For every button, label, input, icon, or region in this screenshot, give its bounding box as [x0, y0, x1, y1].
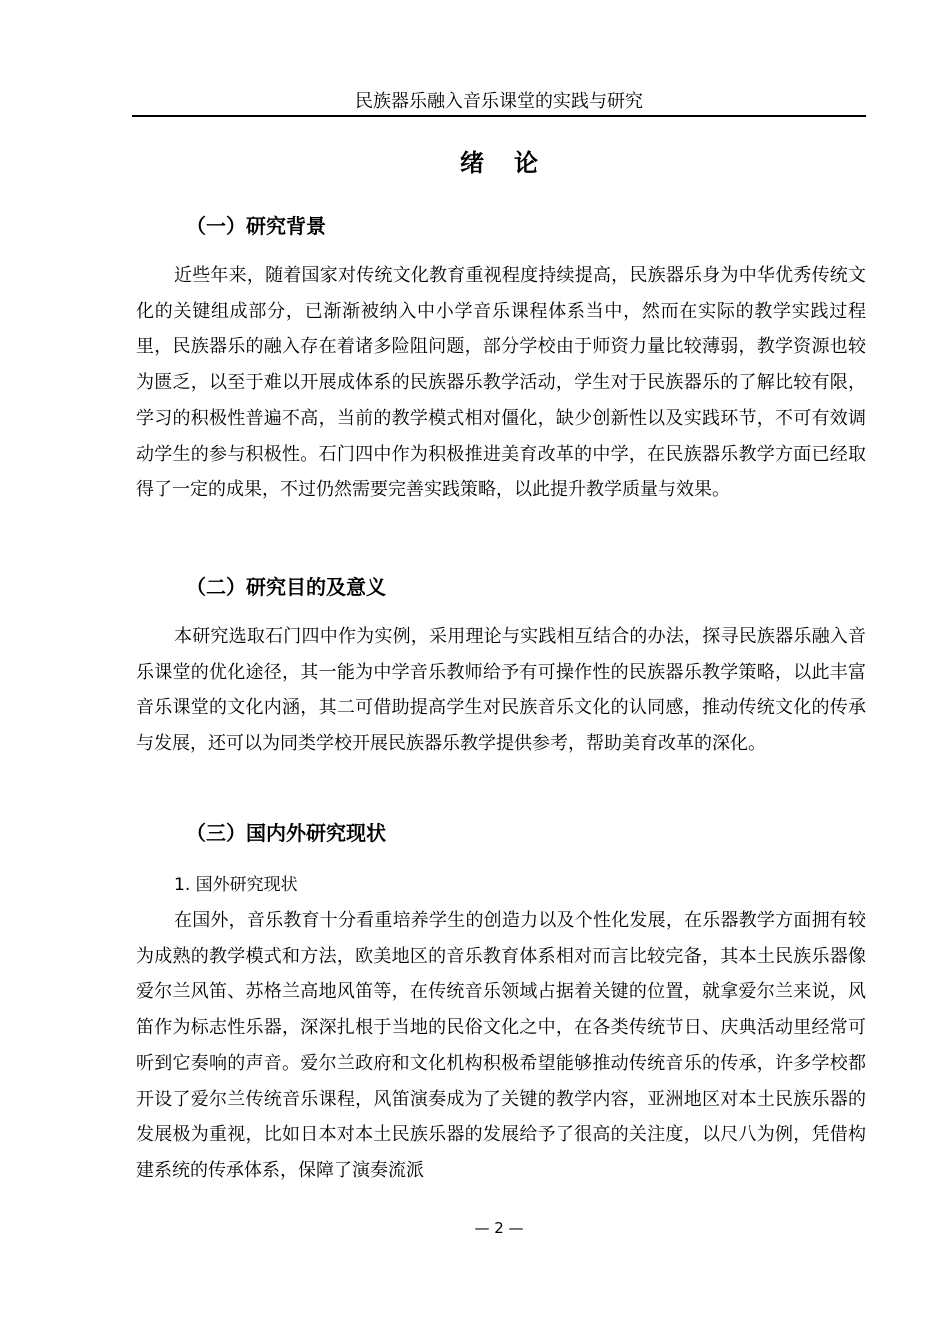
chapter-title: 绪论 — [460, 149, 568, 177]
page-number: — 2 — — [474, 1219, 524, 1237]
section-heading-purpose: （二）研究目的及意义 — [186, 575, 386, 599]
paragraph-purpose: 本研究选取石门四中作为实例，采用理论与实践相互结合的办法，探寻民族器乐融入音乐课堂的优化途径，其一能为中学音乐教师给予有可操作性的民族器乐教学策略，以此丰富音乐课堂的文化内涵，其二可借助提高学生对民族音乐文化的认同感，推动传统文化的传承与发展，还可以为同类学校开展民族器乐教学提供参考，帮助美育改革的深化。 — [136, 626, 866, 755]
section-heading-status: （三）国内外研究现状 — [186, 821, 386, 845]
sub-heading-foreign-research: 1. 国外研究现状 — [174, 875, 298, 895]
header-rule — [132, 115, 866, 117]
paragraph-background: 近些年来，随着国家对传统文化教育重视程度持续提高，民族器乐身为中华优秀传统文化的关键组成部分，已渐渐被纳入中小学音乐课程体系当中，然而在实际的教学实践过程里，民族器乐的融入存在着诸多险阻问题，部分学校由于师资力量比较薄弱，教学资源也较为匮乏，以至于难以开展成体系的民族器乐教学活动，学生对于民族器乐的了解比较有限，学习的积极性普遍不高，当前的教学模式相对僵化，缺少创新性以及实践环节，不可有效调动学生的参与积极性。石门四中作为积极推进美育改革的中学，在民族器乐教学方面已经取得了一定的成果，不过仍然需要完善实践策略，以此提升教学质量与效果。 — [136, 265, 866, 501]
running-header: 民族器乐融入音乐课堂的实践与研究 — [355, 91, 643, 112]
section-heading-background: （一）研究背景 — [186, 214, 326, 238]
paragraph-foreign-research: 在国外，音乐教育十分看重培养学生的创造力以及个性化发展，在乐器教学方面拥有较为成熟的教学模式和方法，欧美地区的音乐教育体系相对而言比较完备，其本土民族乐器像爱尔兰风笛、苏格兰高地风笛等，在传统音乐领域占据着关键的位置，就拿爱尔兰来说，风笛作为标志性乐器，深深扎根于当地的民俗文化之中，在各类传统节日、庆典活动里经常可听到它奏响的声音。爱尔兰政府和文化机构积极希望能够推动传统音乐的传承，许多学校都开设了爱尔兰传统音乐课程，风笛演奏成为了关键的教学内容，亚洲地区对本土民族乐器的发展极为重视，比如日本对本土民族乐器的发展给予了很高的关注度，以尺八为例，凭借构建系统的传承体系，保障了演奏流派 — [136, 910, 866, 1181]
